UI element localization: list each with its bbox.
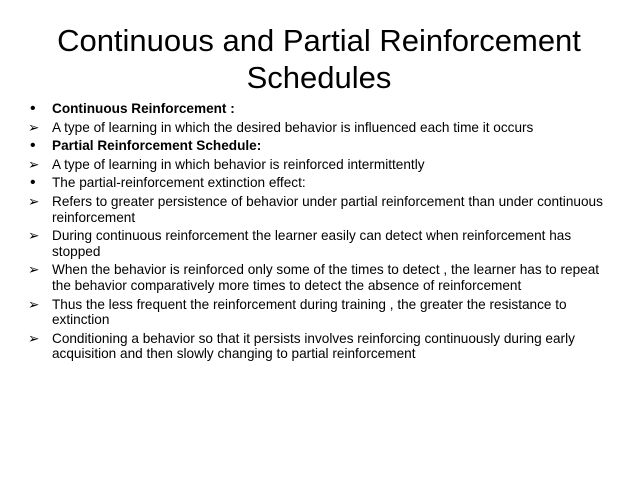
list-item: [28, 262, 614, 293]
list-item-text: Thus the less frequent the reinforcement during training , the greater the resistance to extinction: [52, 296, 567, 328]
arrow-icon: ➢: [28, 193, 40, 209]
list-item-text: A type of learning in which the desired behavior is influenced each time it occurs: [52, 119, 534, 135]
slide-title-line-2: Schedules: [246, 60, 392, 95]
list-item: [28, 194, 614, 225]
dot-icon: •: [30, 174, 36, 192]
list-item: [28, 331, 614, 362]
list-item-text: When the behavior is reinforced only some of the times to detect , the learner has to repeat the behavior comparatively more times to detect the absence of reinforcement: [52, 262, 600, 293]
list-item-text: A type of learning in which behavior is reinforced intermittently: [52, 156, 425, 172]
arrow-icon: ➢: [28, 262, 40, 278]
list-item: [28, 175, 614, 191]
list-item-text: Partial Reinforcement Schedule:: [52, 138, 262, 154]
dot-icon: •: [30, 100, 36, 117]
list-item-text: Refers to greater persistence of behavior under partial reinforcement than under continuous reinforcement: [52, 193, 603, 225]
arrow-icon: ➢: [28, 119, 40, 135]
list-item-text: Conditioning a behavior so that it persists involves reinforcing continuously during early acquisition and then slowly changing to partial reinforcement: [52, 330, 575, 362]
arrow-icon: ➢: [28, 330, 40, 346]
list-item-text: During continuous reinforcement the learner easily can detect when reinforcement has stopped: [52, 228, 572, 259]
list-item: [28, 228, 614, 259]
slide-title-line-1: Continuous and Partial Reinforcement: [57, 23, 581, 58]
list-item: [28, 157, 614, 173]
arrow-icon: ➢: [28, 296, 40, 312]
dot-icon: •: [30, 137, 36, 155]
list-item: [28, 138, 614, 154]
list-item: [28, 120, 614, 136]
list-item: [28, 297, 614, 328]
arrow-icon: ➢: [28, 228, 40, 244]
arrow-icon: ➢: [28, 156, 40, 172]
list-item-text: Continuous Reinforcement :: [52, 101, 235, 116]
bullet-list: [28, 101, 614, 365]
slide-title: [20, 22, 618, 96]
list-item: [28, 101, 614, 117]
list-item-text: The partial-reinforcement extinction effect:: [52, 175, 306, 191]
